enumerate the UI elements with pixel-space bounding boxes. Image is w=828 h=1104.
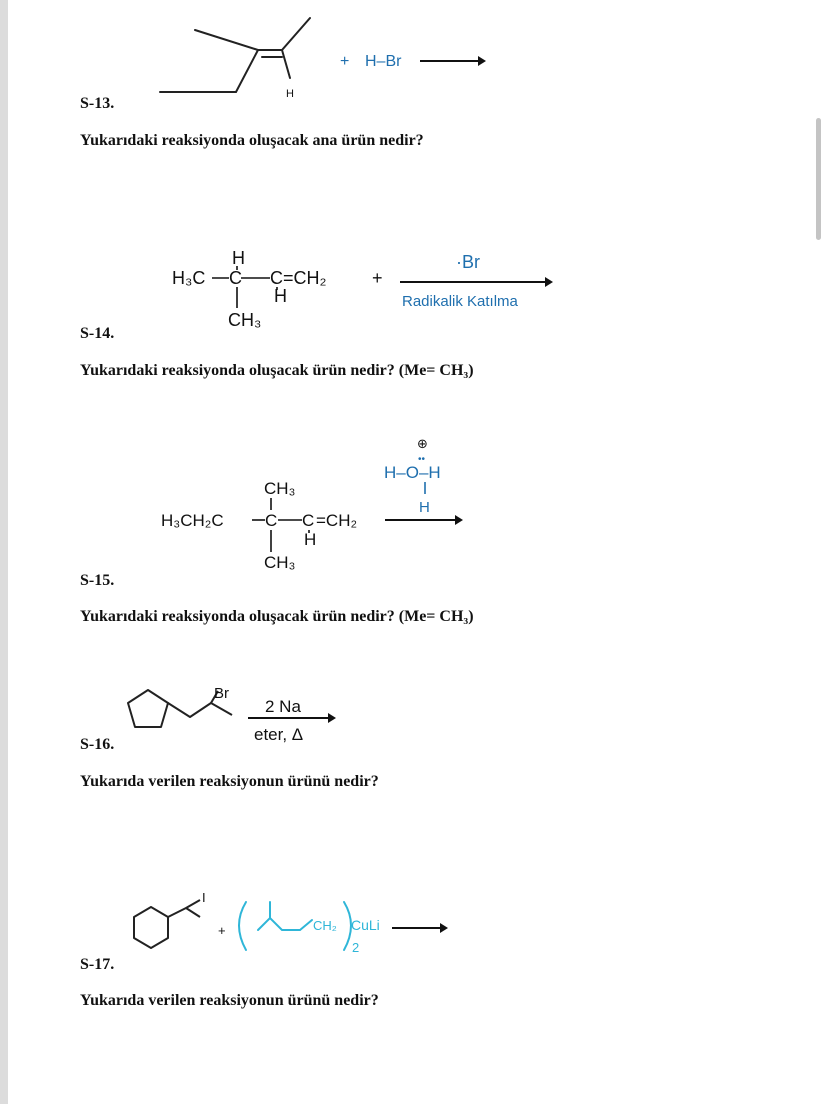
s13-question: Yukarıdaki reaksiyonda oluşacak ana ürün nedir? (80, 132, 424, 149)
s14-c1: C (229, 268, 242, 288)
s17-question: Yukarıda verilen reaksiyonun ürünü nedir? (80, 992, 379, 1009)
s17-cuprate: CuLi (351, 917, 380, 933)
s17-cyclohexane-ring (134, 907, 168, 948)
s14-ch3-bottom: CH₃ (228, 310, 262, 330)
s17-ch2: CH₂ (313, 918, 337, 933)
s14-condition: Radikalik Katılma (402, 293, 518, 310)
s13-reagent: H–Br (365, 53, 402, 70)
s15-ch3-top: CH₃ (264, 479, 296, 498)
s15-c1: C (265, 511, 278, 530)
s15-ch2: =CH₂ (316, 511, 358, 530)
s15-positive-charge: ⊕ (417, 436, 428, 451)
s15-label: S-15. (80, 572, 115, 589)
s15-h-below: H (419, 499, 430, 516)
s14-h-top: H (232, 248, 245, 268)
s16-condition: eter, Δ (254, 725, 304, 744)
s17-iodine: I (202, 890, 206, 905)
s14-plus: + (372, 268, 383, 288)
s16-br: Br (214, 685, 229, 702)
s14-h3c: H₃C (172, 268, 206, 288)
s17-left-paren (239, 902, 246, 950)
s13-label: S-13. (80, 95, 115, 112)
s14-reagent: ·Br (456, 252, 480, 272)
s15-question: Yukarıdaki reaksiyonda oluşacak ürün nedir? (Me= CH₃) (80, 608, 474, 625)
s17-chain (168, 908, 200, 917)
s17-right-paren (344, 902, 351, 950)
s15-lone-pair: •• (418, 454, 426, 465)
s16-reagent: 2 Na (265, 697, 301, 716)
s13-h-label: H (286, 88, 294, 100)
s15-ch3-bottom: CH₃ (264, 553, 296, 572)
s17-label: S-17. (80, 956, 115, 973)
s17-subscript: 2 (352, 940, 360, 955)
s15-hoh: H–O–H (384, 463, 441, 482)
s17-alkyl-chain (258, 918, 312, 930)
s14-label: S-14. (80, 325, 115, 342)
s17-arrow-head (440, 923, 448, 933)
s15-c2: C (302, 511, 315, 530)
s13-plus: + (340, 53, 350, 70)
s14-h-bottom: H (274, 286, 287, 306)
s14-ch2: =CH₂ (283, 268, 327, 288)
s16-question: Yukarıda verilen reaksiyonun ürünü nedir? (80, 773, 379, 790)
s16-label: S-16. (80, 736, 115, 753)
s15-h3ch2c: H₃CH₂C (161, 511, 224, 530)
s17-plus: + (218, 923, 226, 938)
s14-question: Yukarıdaki reaksiyonda oluşacak ürün nedir? (Me= CH₃) (80, 362, 474, 379)
s14-c2: C (270, 268, 283, 288)
s15-h-bottom: H (304, 530, 317, 549)
